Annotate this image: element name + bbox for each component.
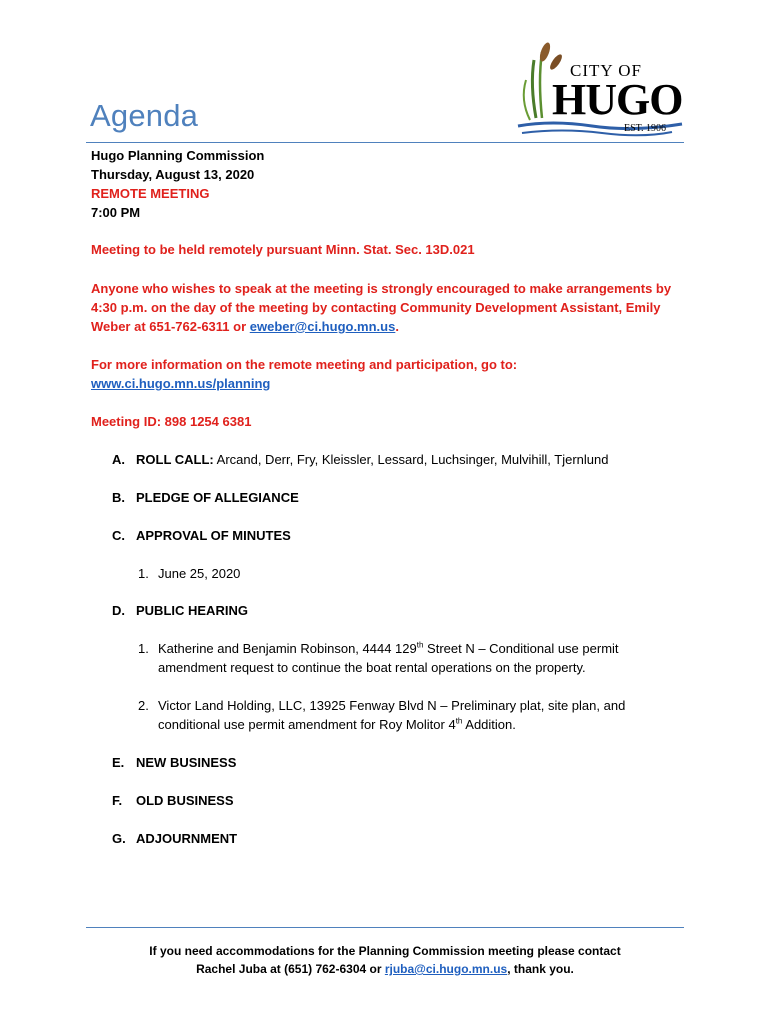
header-commission: Hugo Planning Commission	[91, 148, 265, 163]
footer-accommodations	[90, 942, 680, 978]
footer-email-link[interactable]: rjuba@ci.hugo.mn.us	[384, 962, 508, 976]
city-of-hugo-logo	[512, 40, 692, 140]
agenda-item-minutes	[112, 526, 291, 545]
header-date: Thursday, August 13, 2020	[91, 167, 255, 182]
info-text: For more information on the remote meeting and participation, go to:	[91, 357, 518, 372]
logo-est: EST. 1906	[624, 123, 667, 134]
speak-text: Anyone who wishes to speak at the meeting is strongly encouraged to make arrangements by 4:30 p.m. on the day of the meeting by contacting Community Development Assistant, Emily Weber at 651-762-6311 or	[91, 281, 672, 334]
page-title: Agenda	[90, 98, 199, 133]
subitem-number: 1.	[138, 641, 149, 656]
header-divider	[86, 142, 684, 143]
item-label: PLEDGE OF ALLEGIANCE	[136, 490, 299, 505]
cattail-logo-graphic	[512, 40, 692, 140]
item-letter: B.	[112, 490, 125, 505]
subitem-text-part: Katherine and Benjamin Robinson, 4444 129	[158, 641, 417, 656]
footer-text: Rachel Juba at (651) 762-6304 or	[196, 962, 385, 976]
item-label: PUBLIC HEARING	[136, 603, 248, 618]
planning-url-link[interactable]: www.ci.hugo.mn.us/planning	[91, 376, 271, 391]
agenda-item-roll-call	[112, 450, 609, 469]
agenda-item-new-business	[112, 753, 236, 772]
hearing-subitem-2	[138, 696, 678, 734]
header-remote: REMOTE MEETING	[91, 186, 210, 201]
subitem-number: 2.	[138, 698, 149, 713]
footer-text: , thank you.	[507, 962, 574, 976]
roll-call-names: Arcand, Derr, Fry, Kleissler, Lessard, Luchsinger, Mulvihill, Tjernlund	[213, 452, 609, 467]
speak-email-link[interactable]: eweber@ci.hugo.mn.us	[249, 319, 396, 334]
item-letter: E.	[112, 755, 125, 770]
footer-line-2	[90, 960, 680, 978]
ordinal-suffix: th	[416, 640, 424, 650]
logo-name: HUGO	[552, 75, 683, 124]
agenda-item-public-hearing	[112, 601, 248, 620]
meeting-id: Meeting ID: 898 1254 6381	[91, 414, 252, 429]
speak-paragraph	[91, 279, 691, 336]
item-label: APPROVAL OF MINUTES	[136, 528, 291, 543]
subitem-text-part: Street N – Conditional use permit amendment request to continue the boat rental operations on the property.	[158, 641, 619, 675]
subitem-text	[138, 639, 678, 677]
subitem-text: June 25, 2020	[158, 566, 241, 581]
subitem-text-part: Victor Land Holding, LLC, 13925 Fenway Blvd N – Preliminary plat, site plan, and conditional use permit amendment for Roy Molitor 4	[158, 698, 626, 732]
minutes-subitem-1	[138, 564, 678, 583]
footer-divider	[86, 927, 684, 928]
item-letter: F.	[112, 793, 123, 808]
subitem-text-part: Addition.	[462, 717, 516, 732]
item-letter: A.	[112, 452, 125, 467]
subitem-number: 1.	[138, 566, 149, 581]
ordinal-suffix: th	[455, 716, 463, 726]
subitem-text	[138, 696, 678, 734]
item-label: NEW BUSINESS	[136, 755, 237, 770]
item-label: OLD BUSINESS	[136, 793, 234, 808]
item-label: ADJOURNMENT	[136, 831, 238, 846]
speak-end: .	[395, 319, 399, 334]
item-letter: D.	[112, 603, 125, 618]
hearing-subitem-1	[138, 639, 678, 677]
info-paragraph	[91, 355, 691, 393]
item-label: ROLL CALL:	[136, 452, 214, 467]
footer-line-1: If you need accommodations for the Planning Commission meeting please contact	[149, 944, 621, 958]
agenda-item-adjournment	[112, 829, 237, 848]
item-letter: C.	[112, 528, 125, 543]
header-time: 7:00 PM	[91, 205, 141, 220]
remote-notice: Meeting to be held remotely pursuant Minn. Stat. Sec. 13D.021	[91, 242, 475, 257]
agenda-item-pledge	[112, 488, 299, 507]
logo-city-of: CITY OF	[570, 61, 643, 80]
agenda-item-old-business	[112, 791, 234, 810]
item-letter: G.	[112, 831, 126, 846]
